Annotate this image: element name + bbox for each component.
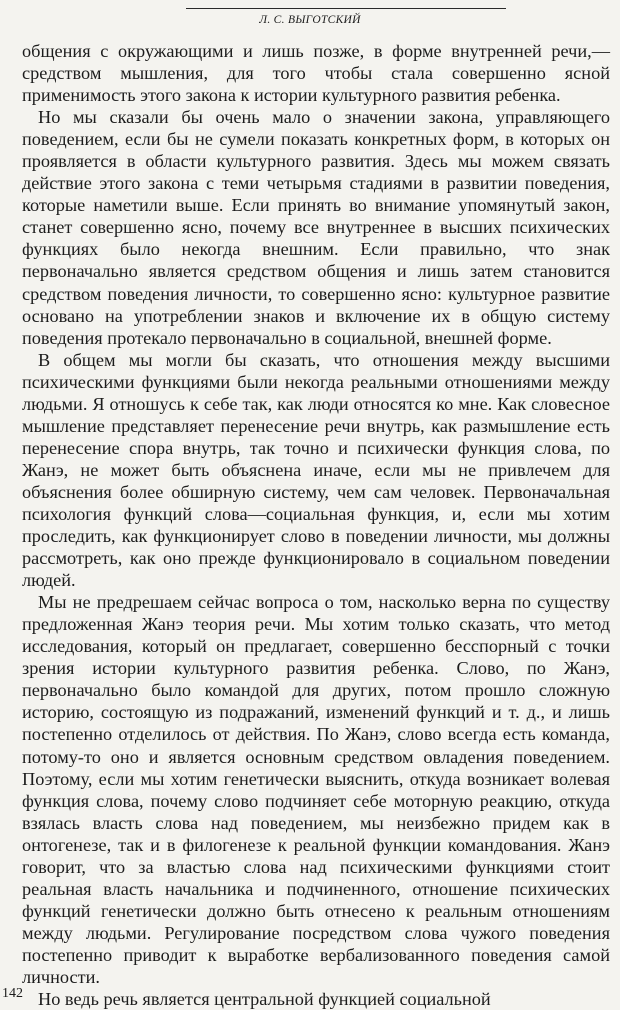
paragraph-4: Мы не предрешаем сейчас вопроса о том, насколько верна по существу предложенная Жанэ теория речи. Мы хотим только сказать, что метод исследования, который он предлагает, совершенно бесспорный с точки зрения истории культурного развития ребенка. Слово, по Жанэ, первоначально было командой для других, потом прошло сложную историю, состоящую из подражаний, изменений функций и т. д., и лишь постепенно отделилось от действия. По Жанэ, слово всегда есть команда, потому-то оно и является основным средством овладения поведением. Поэтому, если мы хотим генетически выяснить, откуда возникает волевая функция слова, почему слово подчиняет себе моторную реакцию, откуда взялась власть слова над поведением, мы неизбежно придем как в онтогенезе, так и в филогенезе к реальной функции командования. Жанэ говорит, что за властью слова над психическими функциями стоит реальная власть начальника и подчиненного, отношение психических функций генетически должно быть отнесено к реальным отношениям между людьми. Регулирование посредством слова чужого поведения постепенно приводит к выработке вербализованного поведения самой личности. bbox=[22, 592, 610, 987]
running-head: Л. С. ВЫГОТСКИЙ bbox=[259, 14, 361, 26]
paragraph-2: Но мы сказали бы очень мало о значении закона, управляющего поведением, если бы не сумели показать конкретных форм, в которых он проявляется в области культурного развития. Здесь мы можем связать действие этого закона с теми четырьмя стадиями в развитии поведения, которые наметили выше. Если принять во внимание упомянутый закон, станет совершенно ясно, почему все внутреннее в высших психических функциях было некогда внешним. Если правильно, что знак первоначально является средством общения и лишь затем становится средством поведения личности, то совершенно ясно: культурное развитие основано на употреблении знаков и включение их в общую систему поведения протекало первоначально в социальной, внешней форме. bbox=[22, 107, 610, 348]
paragraph-1: общения с окружающими и лишь позже, в форме внутренней речи,—средством мышления, для того чтобы стала совершенно ясной применимость этого закона к истории культурного развития ребенка. bbox=[22, 41, 610, 106]
paragraph-5: Но ведь речь является центральной функцией социальной bbox=[38, 989, 491, 1010]
body-text bbox=[22, 40, 610, 1010]
page-number: 142 bbox=[2, 986, 23, 1001]
paragraph-3: В общем мы могли бы сказать, что отношения между высшими психическими функциями были некогда реальными отношениями между людьми. Я отношусь к себе так, как люди относятся ко мне. Как словесное мышление представляет перенесение речи внутрь, как размышление есть перенесение спора внутрь, так точно и психически функция слова, по Жанэ, не может быть объяснена иначе, если мы не привлечем для объяснения более обширную систему, чем сам человек. Первоначальная психология функций слова—социальная функция, и, если мы хотим проследить, как функционирует слово в поведении личности, мы должны рассмотреть, как оно прежде функционировало в социальном поведении людей. bbox=[22, 349, 610, 591]
header-rule bbox=[186, 8, 506, 9]
